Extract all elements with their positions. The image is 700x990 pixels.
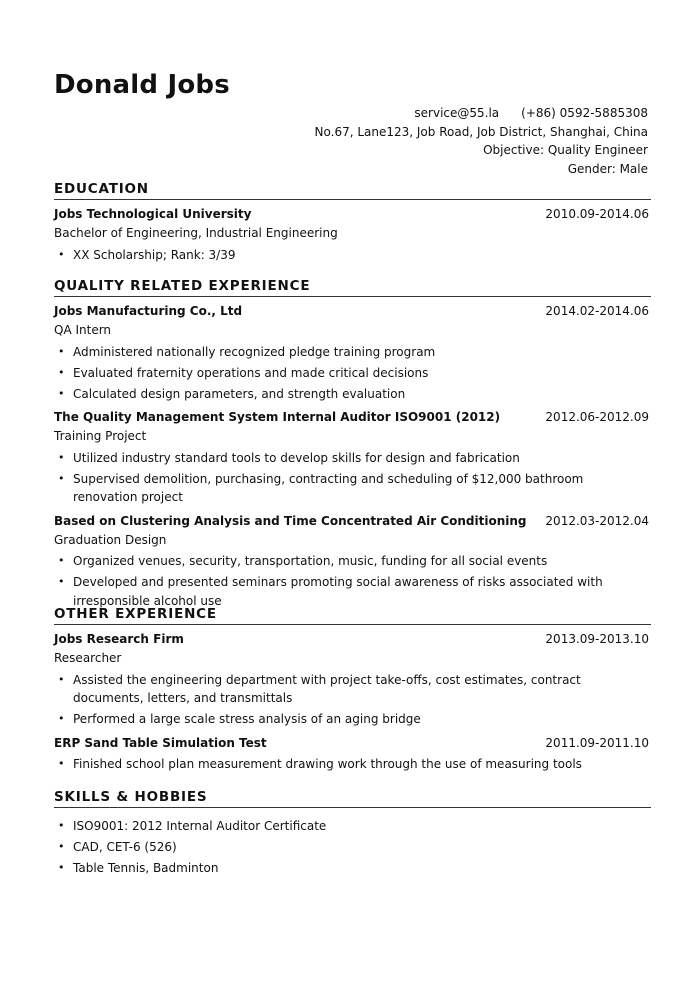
bullet-item: • Assisted the engineering department with project take-offs, cost estimates, contract documents, letters, and transmittals [54, 671, 651, 708]
bullet-list [54, 552, 651, 610]
bullet-item: • ISO9001: 2012 Internal Auditor Certificate [54, 817, 651, 836]
entry-date: 2012.06-2012.09 [545, 410, 649, 424]
bullet-list [54, 449, 651, 507]
entry-role: Training Project [54, 429, 147, 443]
bullet-item: • Evaluated fraternity operations and made critical decisions [54, 364, 651, 383]
bullet-item: • Supervised demolition, purchasing, contracting and scheduling of $12,000 bathroom renovation project [54, 470, 651, 507]
entry-date: 2014.02-2014.06 [545, 304, 649, 318]
entry-role: QA Intern [54, 323, 112, 337]
contact-line-1 [315, 104, 648, 123]
phone: (+86) 0592-5885308 [521, 106, 648, 120]
entry-header [54, 630, 651, 649]
entry-date: 2012.03-2012.04 [545, 513, 649, 528]
section-education [54, 181, 651, 264]
bullet-list [54, 343, 651, 404]
bullet-item: • Administered nationally recognized pledge training program [54, 343, 651, 362]
section-title: OTHER EXPERIENCE [54, 606, 651, 625]
address: No.67, Lane123, Job Road, Job District, Shanghai, China [314, 124, 648, 139]
bullet-item: • CAD, CET-6 (526) [54, 838, 651, 857]
bullet-item: • Utilized industry standard tools to develop skills for design and fabrication [54, 449, 651, 468]
entry-org: The Quality Management System Internal Auditor ISO9001 (2012) [54, 410, 501, 424]
entry-org: Jobs Research Firm [54, 632, 184, 646]
bullet-list [54, 755, 651, 774]
entry-header [54, 408, 651, 427]
education-entry [54, 205, 651, 264]
entry-role: Bachelor of Engineering, Industrial Engineering [54, 226, 338, 240]
section-title: QUALITY RELATED EXPERIENCE [54, 278, 651, 297]
entry-role: Researcher [54, 651, 122, 665]
section-quality-experience [54, 278, 651, 610]
section-title: EDUCATION [54, 181, 651, 200]
entry-header [54, 205, 651, 224]
bullet-item: • Finished school plan measurement drawing work through the use of measuring tools [54, 755, 651, 774]
email: service@55.la [414, 106, 500, 120]
bullet-item: • Calculated design parameters, and strength evaluation [54, 385, 651, 404]
experience-entry [54, 734, 651, 774]
gender: Gender: Male [567, 162, 648, 177]
entry-date: 2011.09-2011.10 [545, 735, 649, 750]
bullet-item: • Performed a large scale stress analysis of an aging bridge [54, 710, 651, 729]
entry-role: Graduation Design [54, 532, 167, 547]
bullet-list [54, 246, 651, 265]
entry-date: 2013.09-2013.10 [545, 632, 649, 646]
experience-entry [54, 630, 651, 729]
section-other-experience [54, 606, 651, 774]
entry-header [54, 512, 651, 531]
bullet-item: • Table Tennis, Badminton [54, 859, 651, 878]
entry-header [54, 734, 651, 753]
entry-org: Based on Clustering Analysis and Time Concentrated Air Conditioning [54, 513, 527, 528]
entry-org: Jobs Manufacturing Co., Ltd [54, 304, 243, 318]
bullet-list [54, 817, 651, 878]
entry-date: 2010.09-2014.06 [545, 207, 649, 221]
objective: Objective: Quality Engineer [483, 143, 648, 158]
candidate-name: Donald Jobs [54, 70, 230, 100]
section-title: SKILLS & HOBBIES [54, 789, 651, 808]
contact-block [315, 104, 648, 179]
experience-entry [54, 408, 651, 507]
bullet-item: • Developed and presented seminars promoting social awareness of risks associated with irresponsible alcohol use [54, 573, 651, 610]
experience-entry [54, 512, 651, 611]
entry-org: ERP Sand Table Simulation Test [54, 735, 267, 750]
section-skills-hobbies [54, 789, 651, 877]
bullet-item: • Organized venues, security, transportation, music, funding for all social events [54, 552, 651, 571]
bullet-list [54, 671, 651, 729]
bullet-item: • XX Scholarship; Rank: 3/39 [54, 246, 651, 265]
experience-entry [54, 302, 651, 403]
entry-org: Jobs Technological University [54, 207, 252, 221]
entry-header [54, 302, 651, 321]
